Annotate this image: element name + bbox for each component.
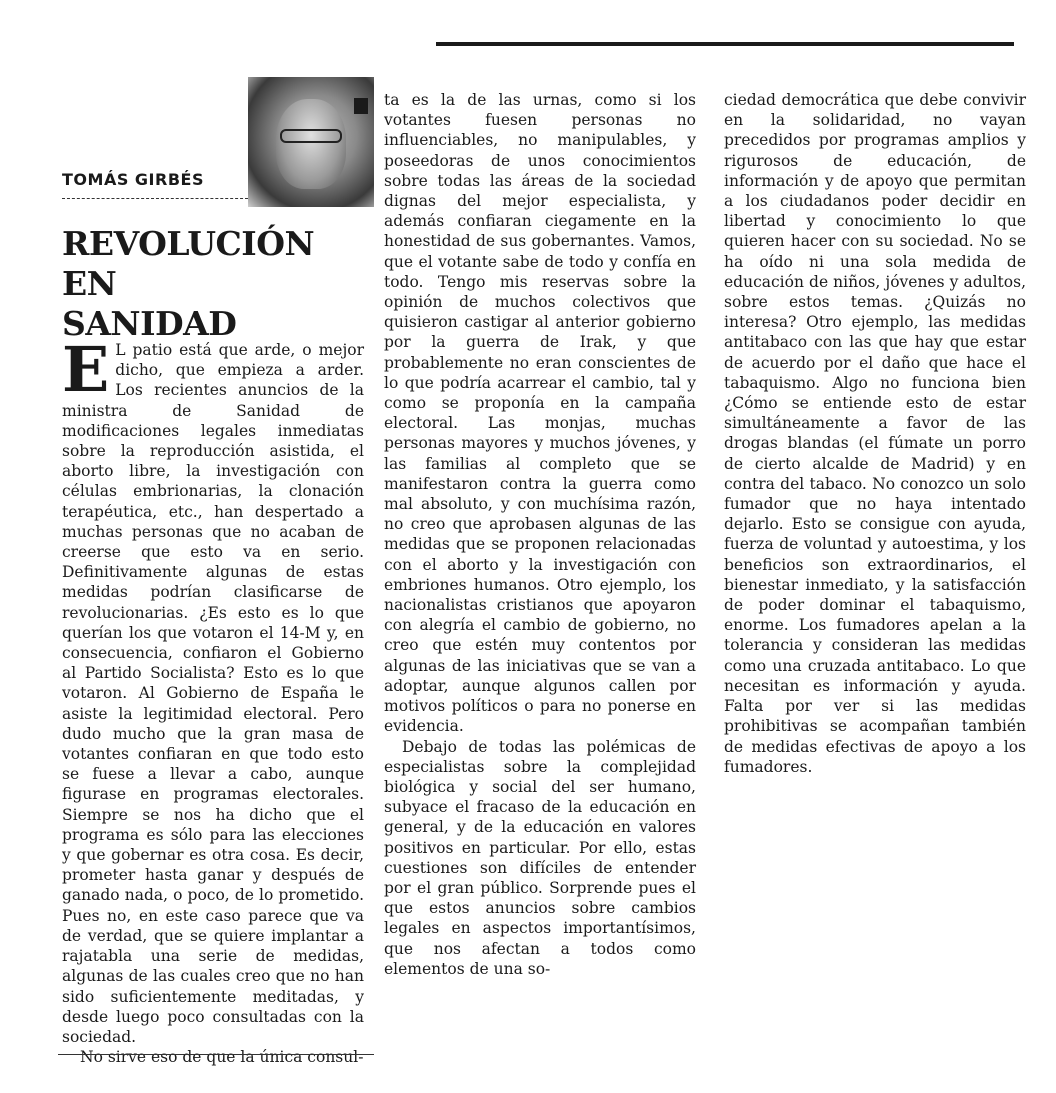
author-name: TOMÁS GIRBÉS [62,170,204,189]
top-rule [436,42,1014,46]
bottom-rule [58,1054,374,1055]
paragraph: Debajo de todas las polémicas de especialistas sobre la complejidad biológica y social del ser humano, subyace el fracaso de la educación en general, y de la educación en valores positivos en particular. Por ello, estas cuestiones son difíciles de entender por el gran público. Sorprende pues el que estos anuncios sobre cambios legales en aspectos importantísimos, que nos afectan a todos como elementos de una so- [384,737,696,978]
paragraph: No sirve eso de que la única consul- [80,1048,364,1067]
paragraph [62,333,364,1047]
portrait-face [276,99,346,189]
paragraph: ta es la de las urnas, como si los votantes fuesen personas no influenciables, no manipulables, y poseedoras de unos conocimientos sobre todas las áreas de la sociedad dignas del mejor especialista, y además confiaran ciegamente en la honestidad de sus gobernantes. Vamos, que el votante sabe de todo y confía en todo. Tengo mis reservas sobre la opinión de muchos colectivos que quisieron castigar al anterior gobierno por la guerra de Irak, y que probablemente no eran conscientes de lo que podría acarrear el cambio, tal y como se proponía en la campaña electoral. Las monjas, muchas personas mayores y muchos jóvenes, y las familias al completo que se manifestaron contra la guerra como mal absoluto, y con muchísima razón, no creo que aprobasen algunas de las medidas que se proponen relacionadas con el aborto y la investigación con embriones humanos. Otro ejemplo, los nacionalistas cristianos que apoyaron con alegría el cambio de gobierno, no creo que estén muy contentos por algunas de las iniciativas que se van a adoptar, aunque algunos callen por motivos políticos o para no ponerse en evidencia. [384,91,696,736]
author-dashed-rule [62,198,248,199]
portrait-glasses [280,129,342,143]
article-column-3 [724,90,1026,777]
paragraph: ciedad democrática que debe convivir en la solidaridad, no vayan precedidos por programas amplios y rigurosos de educación, de información y de apoyo que permitan a los ciudadanos poder decidir en libertad y conocimiento lo que quieren hacer con su sociedad. No se ha oído ni una sola medida de educación de niños, jóvenes y adultos, sobre estos temas. ¿Quizás no interesa? Otro ejemplo, las medidas antitabaco con las que hay que estar de acuerdo por el daño que hace el tabaquismo. Algo no funciona bien ¿Cómo se entiende esto de estar simultáneamente a favor de las drogas blandas (el fúmate un porro de cierto alcalde de Madrid) y en contra del tabaco. No conozco un solo fumador que no haya intentado dejarlo. Esto se consigue con ayuda, fuerza de voluntad y autoestima, y los beneficios son extraordinarios, el bienestar inmediato, y la satisfacción de poder dominar el tabaquismo, enorme. Los fumadores apelan a la tolerancia y consideran las medidas como una cruzada antitabaco. Lo que necesitan es información y ayuda. Falta por ver si las medidas prohibitivas se acompañan también de medidas efectivas de apoyo a los fumadores. [724,91,1026,776]
article-column-1 [62,333,364,1067]
article-column-2 [384,90,696,979]
author-photo [248,77,374,207]
headline: REVOLUCIÓN EN SANIDAD [62,224,315,343]
photo-corner-mark [354,98,368,114]
paragraph-text: L patio está que arde, o mejor dicho, que empieza a arder. Los recientes anuncios de la ministra de Sanidad de modificaciones legales inmediatas sobre la reproducción asistida, el aborto libre, la investigación con células embrionarias, la clonación terapéutica, etc., han despertado a muchas personas que no acaban de creerse que esto va en serio. Definitivamente algunas de estas medidas podrían clasificarse de revolucionarias. ¿Es esto es lo que querían los que votaron el 14-M y, en consecuencia, confiaron el Gobierno al Partido Socialista? Esto es lo que votaron. Al Gobierno de España le asiste la legitimidad electoral. Pero dudo mucho que la gran masa de votantes confiaran en que todo esto se fuese a llevar a cabo, aunque figurase en programas electorales. Siempre se nos ha dicho que el programa es sólo para las elecciones y que gobernar es otra cosa. Es decir, prometer hasta ganar y después de ganado nada, o poco, de lo prometido. Pues no, en este caso parece que va de verdad, que se quiere implantar a rajatabla una serie de medidas, algunas de las cuales creo que no han sido suficientemente meditadas, y desde luego poco consultadas con la sociedad. [62,341,364,1046]
drop-cap: E [62,333,110,406]
